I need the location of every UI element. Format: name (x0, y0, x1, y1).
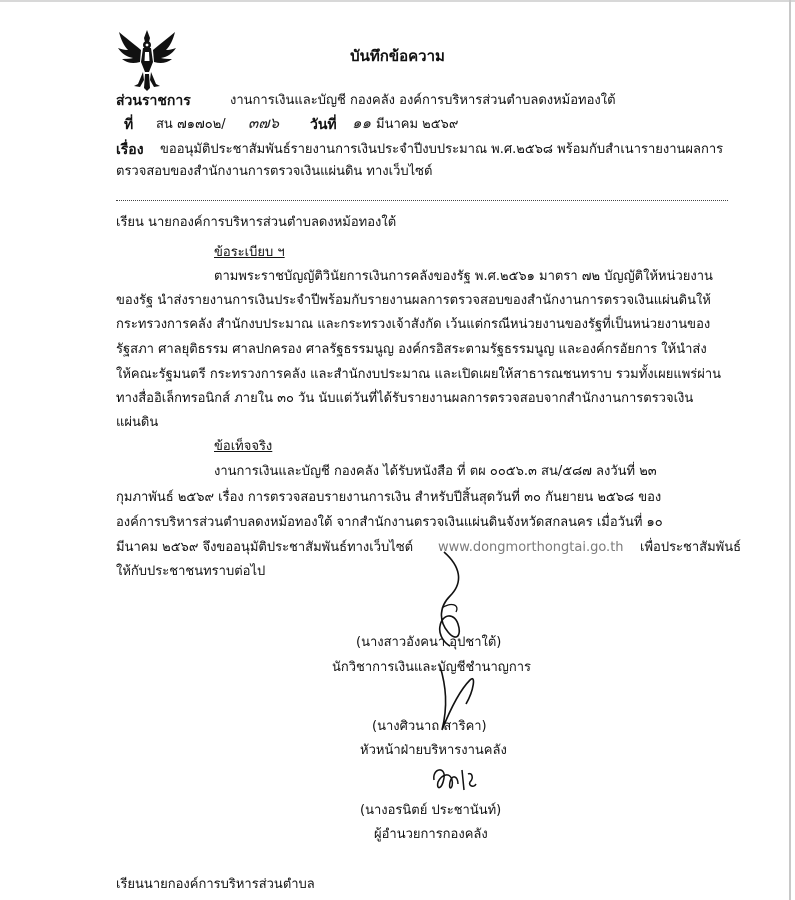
facts-line-4-suffix: เพื่อประชาสัมพันธ์ (640, 540, 742, 555)
facts-line: องค์การบริหารส่วนตำบลดงหม้อทองใต้ จากสำนักงานตรวจเงินแผ่นดินจังหวัดสกลนคร เมื่อวันที่ ๑๐ (116, 515, 663, 530)
regulation-line: แผ่นดิน (116, 415, 159, 430)
regulation-line: ของรัฐ นำส่งรายงานการเงินประจำปีพร้อมกับรายงานผลการตรวจสอบของสำนักงานการตรวจเงินแผ่นดินให้ (116, 293, 711, 308)
subject-label: เรื่อง (116, 142, 144, 158)
ref-label: ที่ (124, 117, 134, 133)
agency-label: ส่วนราชการ (116, 93, 191, 109)
ref-number-handwritten: ๓๗๖ (248, 114, 280, 132)
signer-1-position: นักวิชาการเงินและบัญชีชำนาญการ (332, 660, 532, 675)
facts-line: ให้กับประชาชนทราบต่อไป (116, 564, 266, 579)
signature-1-scribble (420, 548, 480, 648)
signer-3-position: ผู้อำนวยการกองคลัง (374, 827, 488, 842)
header-divider (116, 200, 728, 201)
page-right-edge (789, 0, 791, 900)
signer-2-name: (นางศิวนาถ สาริคา) (372, 719, 487, 734)
website-link[interactable]: www.dongmorthongtai.go.th (438, 540, 624, 555)
signature-3-scribble (428, 760, 498, 800)
regulation-line: ทางสื่ออิเล็กทรอนิกส์ ภายใน ๓๐ วัน นับแต่วันที่ได้รับรายงานผลการตรวจสอบจากสำนักงานการตรวจเงิน (116, 391, 694, 406)
footer-to-line: เรียนนายกองค์การบริหารส่วนตำบล (116, 877, 315, 892)
signer-2-position: หัวหน้าฝ่ายบริหารงานคลัง (360, 743, 507, 758)
facts-line: กุมภาพันธ์ ๒๕๖๙ เรื่อง การตรวจสอบรายงานการเงิน สำหรับปีสิ้นสุดวันที่ ๓๐ กันยายน ๒๕๖๘ ของ (116, 490, 662, 505)
regulation-line: ให้คณะรัฐมนตรี กระทรวงการคลัง และสำนักงบประมาณ และเปิดเผยให้สาธารณชนทราบ รวมทั้งเผยแพร่ผ่าน (116, 367, 722, 382)
signer-3-name: (นางอรนิตย์ ประชานันท์) (360, 803, 502, 818)
regulation-line: ตามพระราชบัญญัติวินัยการเงินการคลังของรัฐ พ.ศ.๒๕๖๑ มาตรา ๗๒ บัญญัติให้หน่วยงาน (214, 269, 713, 284)
regulation-heading: ข้อระเบียบ ฯ (214, 245, 285, 260)
date-label: วันที่ (310, 117, 337, 133)
signer-1-name: (นางสาวอังคนา อุปชาใต้) (356, 635, 502, 650)
agency-value: งานการเงินและบัญชี กองคลัง องค์การบริหารส่วนตำบลดงหม้อทองใต้ (230, 93, 616, 108)
ref-prefix: สน ๗๑๗๐๒/ (156, 117, 226, 132)
to-line: เรียน นายกองค์การบริหารส่วนตำบลดงหม้อทองใต้ (116, 215, 397, 230)
facts-heading: ข้อเท็จจริง (214, 439, 273, 454)
facts-line: งานการเงินและบัญชี กองคลัง ได้รับหนังสือ ที่ ตผ ๐๐๕๖.๓ สน/๕๘๗ ลงวันที่ ๒๓ (214, 464, 657, 479)
date-value: มีนาคม ๒๕๖๙ (376, 117, 459, 132)
subject-line-2: ตรวจสอบของสำนักงานการตรวจเงินแผ่นดิน ทางเว็บไซต์ (116, 164, 433, 179)
regulation-line: กระทรวงการคลัง สำนักงบประมาณ และกระทรวงเจ้าสังกัด เว้นแต่กรณีหน่วยงานของรัฐที่เป็นหน่วยงานของ (116, 317, 711, 332)
page-top-edge (0, 0, 795, 2)
regulation-line: รัฐสภา ศาลยุติธรรม ศาลปกครอง ศาลรัฐธรรมนูญ องค์กรอิสระตามรัฐธรรมนูญ และองค์กรอัยการ ให้นำส่ง (116, 342, 707, 357)
date-day-handwritten: ๑๑ (352, 114, 372, 132)
memo-title: บันทึกข้อความ (350, 47, 445, 65)
facts-line-4-prefix: มีนาคม ๒๕๖๙ จึงขออนุมัติประชาสัมพันธ์ทางเว็บไซต์ (116, 540, 414, 555)
subject-line-1: ขออนุมัติประชาสัมพันธ์รายงานการเงินประจำปีงบประมาณ พ.ศ.๒๕๖๘ พร้อมกับสำเนารายงานผลการ (160, 142, 724, 157)
